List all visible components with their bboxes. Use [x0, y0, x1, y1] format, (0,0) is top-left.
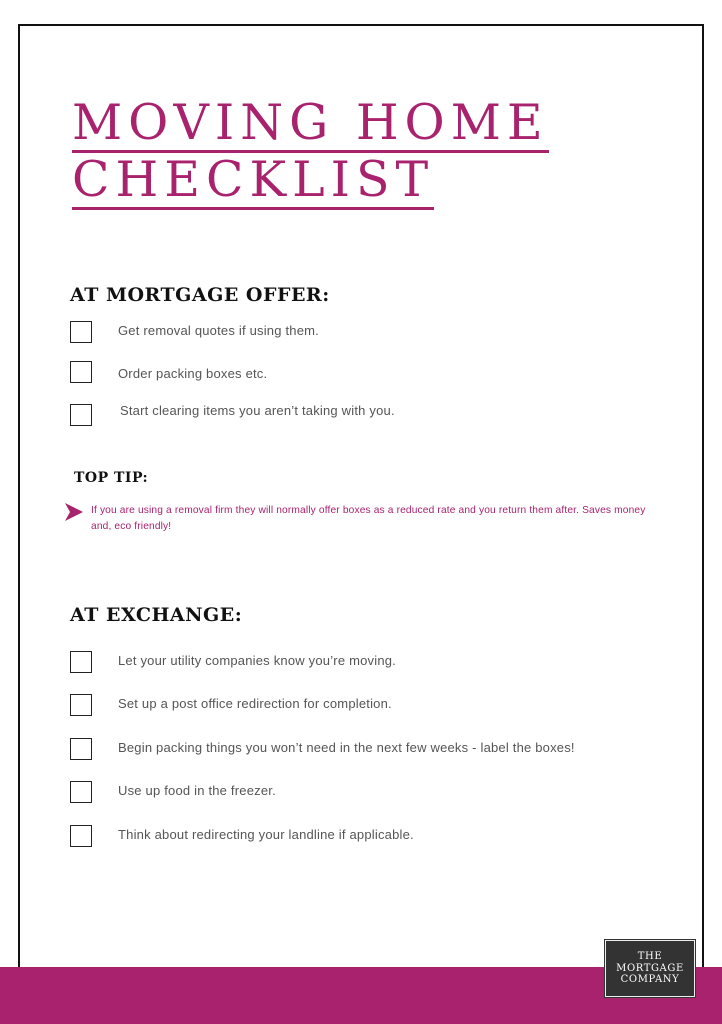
top-tip-text: If you are using a removal firm they will normally offer boxes as a reduced rate and you return them after. Saves money and, eco friendly!: [91, 505, 646, 532]
checklist-item-label: Use up food in the freezer.: [118, 783, 276, 798]
checkbox[interactable]: [70, 694, 92, 716]
arrow-right-icon: [64, 502, 84, 522]
checkbox[interactable]: [70, 825, 92, 847]
checklist-item-label: Get removal quotes if using them.: [118, 323, 319, 338]
checkbox[interactable]: [70, 651, 92, 673]
section-heading-exchange: AT EXCHANGE:: [70, 604, 243, 626]
company-logo: [605, 940, 695, 997]
checklist-item-label: Order packing boxes etc.: [118, 366, 268, 381]
logo-line-3: COMPANY: [620, 974, 680, 986]
logo-line-1: THE: [637, 951, 663, 963]
top-tip-heading: TOP TIP:: [74, 470, 149, 486]
checklist-item-label: Begin packing things you won’t need in the next few weeks - label the boxes!: [118, 740, 575, 755]
checkbox[interactable]: [70, 404, 92, 426]
title-line-2: CHECKLIST: [72, 151, 435, 208]
checklist-item-label: Let your utility companies know you’re moving.: [118, 653, 396, 668]
checklist-item-label: Start clearing items you aren’t taking with you.: [120, 403, 395, 418]
checkbox[interactable]: [70, 361, 92, 383]
checklist-item-label: Set up a post office redirection for completion.: [118, 696, 392, 711]
checklist-item-label: Think about redirecting your landline if applicable.: [118, 827, 414, 842]
checkbox[interactable]: [70, 781, 92, 803]
checkbox[interactable]: [70, 321, 92, 343]
title-line-1: MOVING HOME: [72, 94, 549, 151]
logo-line-2: MORTGAGE: [616, 962, 684, 974]
checkbox[interactable]: [70, 738, 92, 760]
page-title: [72, 96, 549, 210]
section-heading-mortgage-offer: AT MORTGAGE OFFER:: [70, 284, 330, 306]
